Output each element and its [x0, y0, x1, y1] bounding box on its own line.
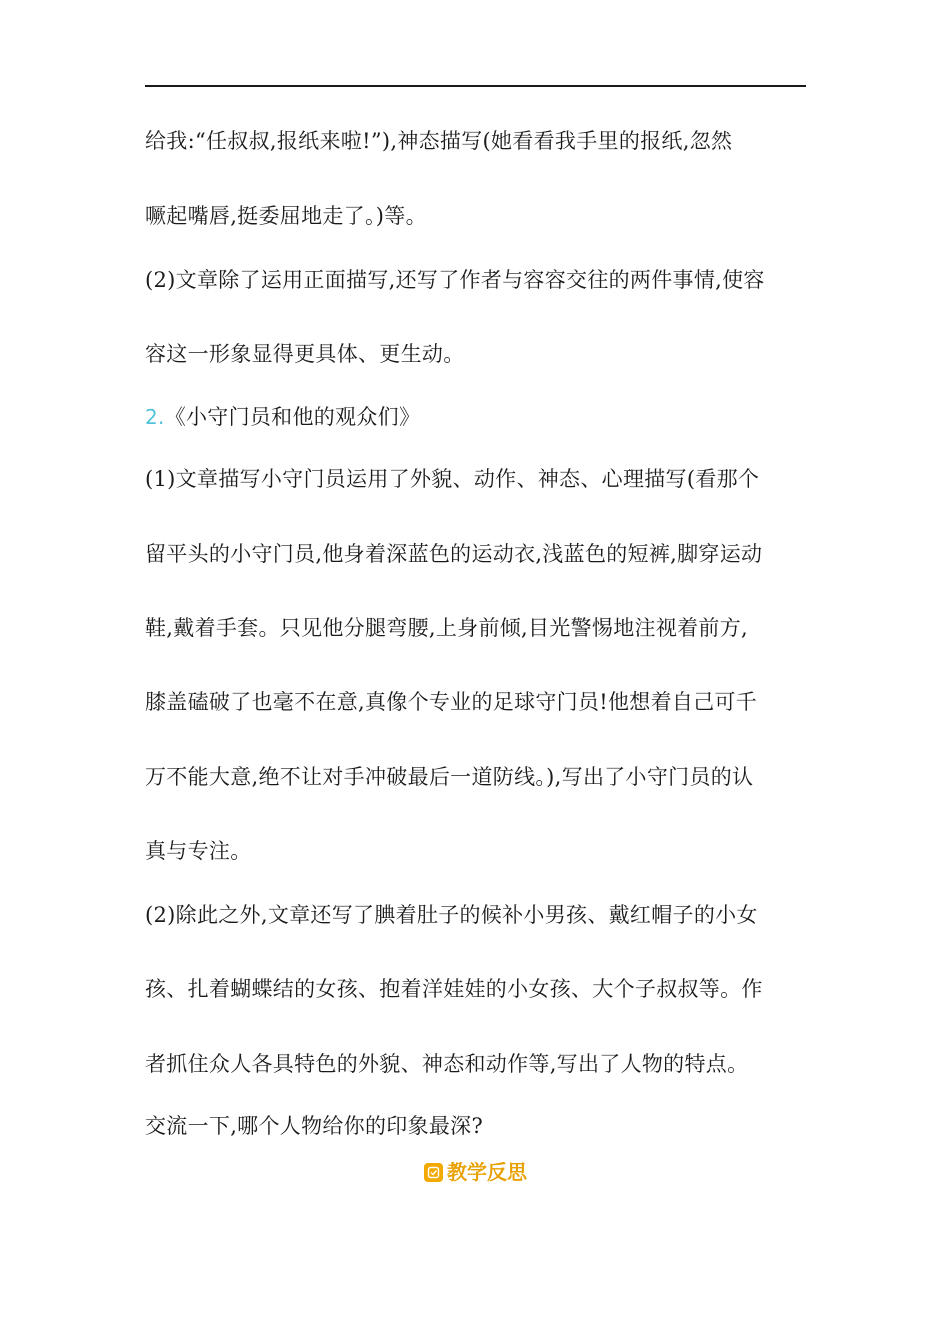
- text-line: 鞋,戴着手套。只见他分腿弯腰,上身前倾,目光警惕地注视着前方,: [145, 616, 748, 640]
- text-line: 噘起嘴唇,挺委屈地走了。)等。: [145, 204, 427, 228]
- section-number: 2.: [145, 405, 165, 429]
- text-line: (1)文章描写小守门员运用了外貌、动作、神态、心理描写(看那个: [145, 467, 760, 491]
- reflection-icon: [424, 1163, 443, 1182]
- badge-label: 教学反思: [447, 1160, 527, 1184]
- text-line: 留平头的小守门员,他身着深蓝色的运动衣,浅蓝色的短裤,脚穿运动: [145, 542, 763, 566]
- text-line: (2)文章除了运用正面描写,还写了作者与容容交往的两件事情,使容: [145, 268, 765, 292]
- teaching-reflection-badge: [424, 1160, 527, 1184]
- text-line: 交流一下,哪个人物给你的印象最深?: [145, 1114, 484, 1138]
- section-title: 《小守门员和他的观众们》: [164, 405, 421, 429]
- section-heading: [145, 403, 825, 431]
- text-line: 膝盖磕破了也毫不在意,真像个专业的足球守门员!他想着自己可千: [145, 690, 758, 714]
- text-line: 容这一形象显得更具体、更生动。: [145, 342, 465, 366]
- text-line: 真与专注。: [145, 839, 252, 863]
- text-line: 者抓住众人各具特色的外貌、神态和动作等,写出了人物的特点。: [145, 1052, 749, 1076]
- header-rule: [145, 85, 806, 87]
- text-line: 孩、扎着蝴蝶结的女孩、抱着洋娃娃的小女孩、大个子叔叔等。作: [145, 977, 763, 1001]
- text-line: 给我:“任叔叔,报纸来啦!”),神态描写(她看看我手里的报纸,忽然: [145, 129, 733, 153]
- text-line: (2)除此之外,文章还写了腆着肚子的候补小男孩、戴红帽子的小女: [145, 903, 758, 927]
- text-line: 万不能大意,绝不让对手冲破最后一道防线。),写出了小守门员的认: [145, 765, 754, 789]
